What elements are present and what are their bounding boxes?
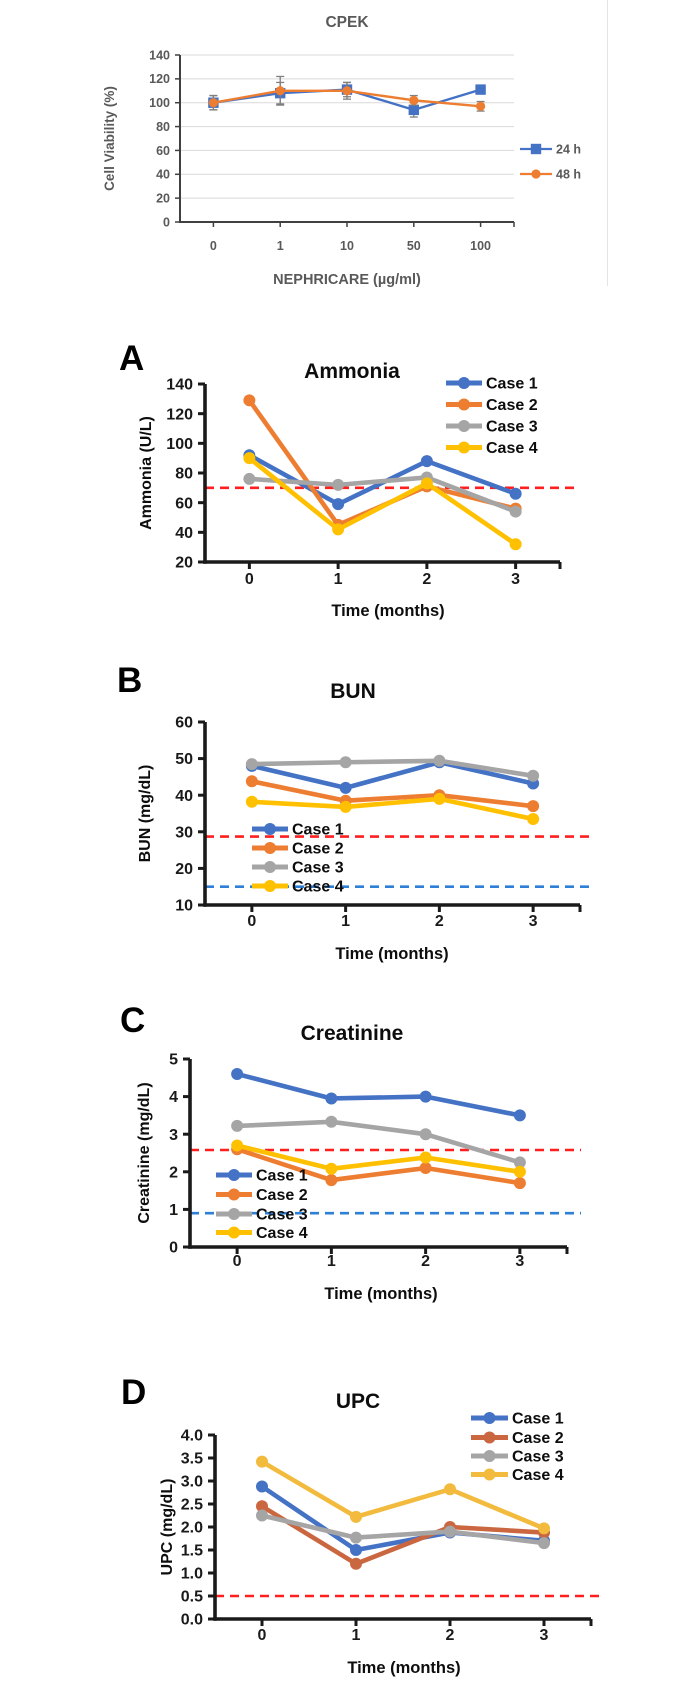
data-point [350, 1544, 362, 1556]
legend-label: Case 3 [256, 1206, 308, 1224]
creatinine-y-tick-label: 0 [169, 1239, 178, 1257]
legend-marker [458, 442, 470, 454]
data-point [538, 1522, 550, 1534]
legend-marker [531, 144, 541, 154]
data-point [256, 1456, 268, 1468]
legend-label: Case 4 [256, 1225, 308, 1243]
creatinine-y-tick-label: 1 [169, 1202, 178, 1219]
creatinine-x-axis-title: Time (months) [324, 1285, 438, 1303]
legend-label: Case 3 [292, 859, 344, 877]
bun-y-tick-label: 30 [175, 824, 193, 842]
bun-y-tick-label: 50 [175, 751, 193, 769]
legend-marker [264, 842, 276, 854]
upc-x-tick-label: 2 [445, 1627, 455, 1644]
upc-legend-case-3 [471, 1449, 564, 1466]
creatinine-x-tick-label: 1 [326, 1253, 336, 1270]
ammonia-title: Ammonia [304, 360, 400, 383]
cpek-y-tick-label: 20 [156, 191, 170, 206]
upc-y-tick-label: 3.5 [180, 1450, 203, 1468]
legend-label: Case 4 [512, 1467, 564, 1485]
cpek-y-tick-label: 140 [149, 48, 170, 63]
ammonia-y-tick-label: 80 [175, 465, 193, 483]
data-point [243, 452, 255, 464]
data-point [256, 1481, 268, 1493]
cpek-x-tick-label: 0 [209, 239, 217, 253]
ammonia-legend-case-3 [446, 419, 538, 436]
legend-label: Case 4 [486, 440, 538, 458]
chart-bun [137, 680, 594, 963]
legend-marker [228, 1169, 240, 1181]
cpek-y-tick-label: 40 [156, 167, 170, 182]
data-point [246, 758, 258, 770]
legend-marker [458, 399, 470, 411]
data-point [433, 793, 445, 805]
ammonia-y-tick-label: 100 [166, 435, 193, 453]
data-point [332, 498, 344, 510]
data-point [340, 801, 352, 813]
creatinine-y-tick-label: 4 [169, 1089, 178, 1107]
bun-x-tick-label: 1 [341, 913, 351, 930]
data-point [444, 1526, 456, 1538]
data-point [231, 1068, 243, 1080]
series-line [262, 1487, 544, 1550]
cpek-y-tick-label: 120 [149, 72, 170, 87]
ammonia-y-tick-label: 20 [175, 554, 193, 572]
legend-label: Case 2 [292, 840, 344, 858]
legend-marker [264, 861, 276, 873]
creatinine-legend-case-2 [216, 1187, 308, 1204]
legend-label: Case 1 [486, 375, 538, 393]
creatinine-x-tick-label: 0 [232, 1253, 242, 1270]
upc-y-tick-label: 0.0 [180, 1611, 203, 1629]
legend-marker [458, 377, 470, 389]
data-point [350, 1558, 362, 1570]
series-line [252, 762, 533, 788]
cpek-y-tick-label: 0 [163, 215, 170, 230]
cpek-legend-24-h [520, 142, 581, 156]
legend-marker [531, 169, 540, 178]
bun-title: BUN [330, 680, 376, 703]
bun-y-axis-title: BUN (mg/dL) [137, 764, 154, 863]
data-point [325, 1174, 337, 1186]
data-point [243, 394, 255, 406]
legend-marker [228, 1227, 240, 1239]
bun-series-case-2 [246, 775, 539, 812]
data-point [409, 96, 418, 105]
data-point [350, 1511, 362, 1523]
data-point [514, 1166, 526, 1178]
upc-y-tick-label: 3.0 [180, 1473, 203, 1491]
panel-label-c: C [120, 1001, 146, 1040]
ammonia-x-axis-title: Time (months) [331, 602, 445, 620]
creatinine-series-case-1 [231, 1068, 526, 1121]
legend-label: Case 2 [256, 1187, 308, 1205]
ammonia-x-tick-label: 3 [511, 571, 521, 588]
data-point [350, 1532, 362, 1544]
series-line [262, 1462, 544, 1529]
legend-label: Case 3 [486, 418, 538, 436]
cpek-x-tick-label: 50 [406, 239, 421, 253]
upc-x-tick-label: 0 [257, 1627, 267, 1644]
creatinine-legend-case-4 [216, 1225, 308, 1242]
chart-creatinine [136, 1022, 581, 1303]
data-point [420, 1091, 432, 1103]
bun-y-tick-label: 60 [175, 714, 193, 732]
data-point [340, 756, 352, 768]
ammonia-x-tick-label: 2 [422, 571, 432, 588]
data-point [231, 1120, 243, 1132]
data-point [421, 455, 433, 467]
data-point [514, 1109, 526, 1121]
data-point [510, 488, 522, 500]
creatinine-title: Creatinine [300, 1022, 404, 1045]
bun-x-tick-label: 3 [528, 913, 538, 930]
bun-x-tick-label: 2 [434, 913, 444, 930]
data-point [510, 538, 522, 550]
series-line [237, 1074, 520, 1115]
legend-marker [228, 1189, 240, 1201]
creatinine-legend-case-1 [216, 1168, 308, 1185]
ammonia-y-axis-title: Ammonia (U/L) [138, 416, 155, 530]
upc-y-tick-label: 2.0 [180, 1519, 203, 1537]
bun-legend-case-2 [252, 841, 344, 858]
cpek-y-tick-label: 80 [156, 119, 170, 134]
data-point [340, 782, 352, 794]
bun-x-tick-label: 0 [247, 913, 257, 930]
upc-legend-case-2 [471, 1430, 564, 1447]
legend-label: Case 3 [512, 1448, 564, 1466]
data-point [332, 479, 344, 491]
bun-x-axis-title: Time (months) [335, 945, 449, 963]
data-point [246, 796, 258, 808]
legend-marker [228, 1208, 240, 1220]
ammonia-series-case-2 [243, 394, 521, 531]
bun-series-case-3 [246, 755, 539, 782]
data-point [325, 1092, 337, 1104]
upc-x-tick-label: 3 [539, 1627, 549, 1644]
ammonia-y-tick-label: 60 [175, 495, 193, 513]
upc-y-tick-label: 2.5 [180, 1496, 203, 1514]
data-point [527, 800, 539, 812]
creatinine-x-tick-label: 2 [421, 1253, 431, 1270]
data-point [409, 105, 419, 115]
chart-upc [159, 1390, 605, 1677]
ammonia-y-tick-label: 120 [166, 406, 193, 424]
ammonia-legend-case-4 [446, 440, 538, 457]
upc-title: UPC [335, 1390, 381, 1413]
ammonia-y-tick-label: 140 [166, 376, 193, 394]
legend-label: Case 4 [292, 878, 344, 896]
upc-y-tick-label: 0.5 [180, 1588, 203, 1606]
cpek-x-tick-label: 10 [340, 239, 354, 253]
upc-legend-case-4 [471, 1467, 564, 1484]
legend-marker [484, 1432, 496, 1444]
data-point [514, 1177, 526, 1189]
cpek-x-tick-label: 1 [276, 239, 284, 253]
ammonia-x-tick-label: 0 [244, 571, 254, 588]
data-point [433, 755, 445, 767]
data-point [538, 1537, 550, 1549]
data-point [246, 775, 258, 787]
data-point [231, 1139, 243, 1151]
legend-label: 48 h [556, 167, 582, 182]
ammonia-legend-case-1 [446, 376, 538, 393]
data-point [420, 1152, 432, 1164]
ammonia-legend-case-2 [446, 397, 538, 414]
legend-marker [264, 823, 276, 835]
bun-y-tick-label: 10 [175, 897, 193, 915]
chart-cpek [102, 14, 581, 288]
data-point [444, 1483, 456, 1495]
data-point [476, 102, 485, 111]
data-point [325, 1116, 337, 1128]
panel-label-d: D [121, 1373, 147, 1412]
creatinine-y-tick-label: 5 [169, 1051, 178, 1069]
bun-y-tick-label: 40 [175, 787, 193, 805]
panel-label-b: B [117, 661, 143, 700]
chart-ammonia [138, 360, 574, 620]
ammonia-x-tick-label: 1 [333, 571, 343, 588]
data-point [325, 1163, 337, 1175]
upc-x-tick-label: 1 [351, 1627, 361, 1644]
legend-label: Case 2 [512, 1430, 564, 1448]
data-point [420, 1128, 432, 1140]
creatinine-legend-case-3 [216, 1207, 308, 1224]
bun-legend-case-4 [252, 879, 344, 896]
creatinine-x-tick-label: 3 [515, 1253, 525, 1270]
legend-marker [458, 420, 470, 432]
cpek-title: CPEK [325, 14, 369, 31]
ammonia-y-tick-label: 40 [175, 524, 193, 542]
legend-label: Case 1 [512, 1410, 564, 1428]
legend-marker [484, 1450, 496, 1462]
legend-marker [484, 1469, 496, 1481]
legend-label: Case 1 [256, 1167, 308, 1185]
upc-y-tick-label: 1.5 [180, 1542, 203, 1560]
data-point [243, 473, 255, 485]
upc-y-tick-label: 4.0 [180, 1427, 203, 1445]
upc-x-axis-title: Time (months) [347, 1659, 461, 1677]
data-point [527, 813, 539, 825]
data-point [510, 506, 522, 518]
legend-label: 24 h [556, 142, 582, 157]
bun-legend-case-3 [252, 860, 344, 877]
cpek-x-axis-title: NEPHRICARE (µg/ml) [273, 272, 421, 288]
data-point [421, 477, 433, 489]
data-point [209, 98, 218, 107]
upc-y-tick-label: 1.0 [180, 1565, 203, 1583]
legend-marker [484, 1412, 496, 1424]
data-point [420, 1162, 432, 1174]
creatinine-y-tick-label: 3 [169, 1126, 178, 1144]
creatinine-y-axis-title: Creatinine (mg/dL) [136, 1082, 153, 1224]
cpek-legend-48-h [520, 167, 581, 181]
data-point [332, 523, 344, 535]
data-point [475, 84, 485, 94]
legend-label: Case 1 [292, 821, 344, 839]
legend-marker [264, 880, 276, 892]
data-point [527, 770, 539, 782]
creatinine-y-tick-label: 2 [169, 1164, 178, 1182]
data-point [342, 86, 351, 95]
legend-label: Case 2 [486, 397, 538, 415]
bun-y-tick-label: 20 [175, 861, 193, 878]
cpek-y-tick-label: 60 [156, 143, 170, 158]
data-point [276, 86, 285, 95]
series-line [249, 458, 515, 544]
data-point [256, 1510, 268, 1522]
cpek-y-axis-title: Cell Viability (%) [102, 86, 117, 191]
panel-label-a: A [119, 339, 145, 378]
upc-legend-case-1 [471, 1411, 564, 1428]
cpek-series-48-h [209, 76, 485, 111]
cpek-y-tick-label: 100 [149, 96, 170, 111]
upc-y-axis-title: UPC (mg/dL) [159, 1478, 176, 1576]
cpek-x-tick-label: 100 [470, 239, 492, 253]
